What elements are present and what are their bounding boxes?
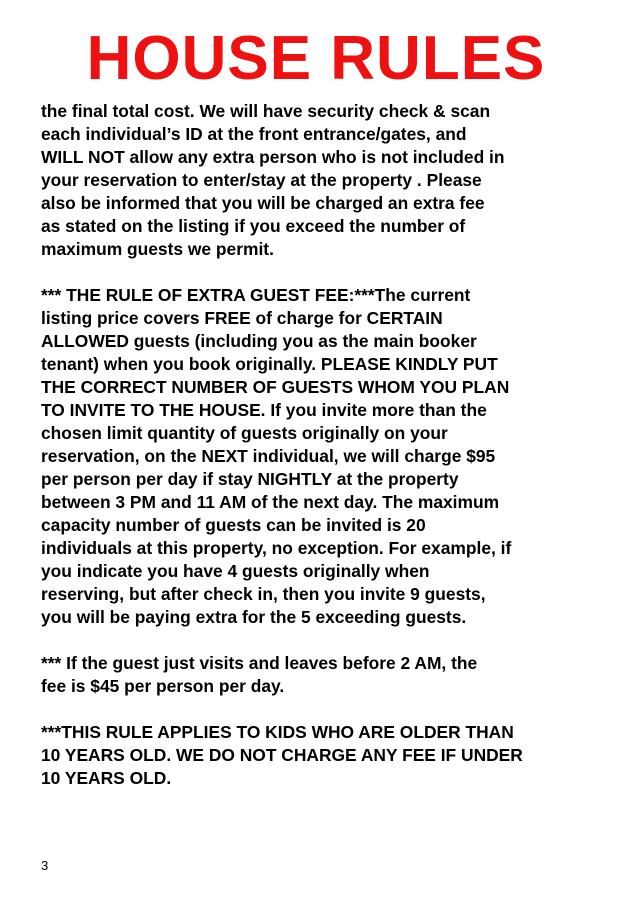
text-line: ***THIS RULE APPLIES TO KIDS WHO ARE OLDER THAN: [41, 722, 514, 742]
paragraph-guest-policy: [41, 100, 601, 261]
text-line: your reservation to enter/stay at the property . Please: [41, 170, 482, 190]
text-line: tenant) when you book originally. PLEASE KINDLY PUT: [41, 354, 498, 374]
text-line: 10 YEARS OLD.: [41, 768, 172, 788]
text-line: each individual’s ID at the front entrance/gates, and: [41, 124, 467, 144]
text-line: capacity number of guests can be invited is 20: [41, 515, 426, 535]
rules-body: [41, 100, 601, 813]
text-line: WILL NOT allow any extra person who is not included in: [41, 147, 505, 167]
text-line: fee is $45 per person per day.: [41, 676, 285, 696]
text-line: maximum guests we permit.: [41, 239, 274, 259]
page-number: 3: [41, 858, 49, 873]
text-line: THE CORRECT NUMBER OF GUESTS WHOM YOU PLAN: [41, 377, 510, 397]
text-line: per person per day if stay NIGHTLY at the property: [41, 469, 459, 489]
text-line: ALLOWED guests (including you as the main booker: [41, 331, 477, 351]
text-line: as stated on the listing if you exceed the number of: [41, 216, 466, 236]
text-line: *** THE RULE OF EXTRA GUEST FEE:***The current: [41, 285, 471, 305]
page-title: HOUSE RULES: [86, 24, 546, 93]
text-line: also be informed that you will be charged an extra fee: [41, 193, 485, 213]
text-line: you will be paying extra for the 5 exceeding guests.: [41, 607, 467, 627]
text-line: between 3 PM and 11 AM of the next day. The maximum: [41, 492, 500, 512]
text-line: *** If the guest just visits and leaves before 2 AM, the: [41, 653, 478, 673]
text-line: the final total cost. We will have security check & scan: [41, 101, 491, 121]
paragraph-kids-rule: [41, 721, 601, 790]
paragraph-extra-guest-fee: [41, 284, 601, 629]
text-line: listing price covers FREE of charge for CERTAIN: [41, 308, 443, 328]
text-line: reservation, on the NEXT individual, we will charge $95: [41, 446, 496, 466]
text-line: TO INVITE TO THE HOUSE. If you invite more than the: [41, 400, 487, 420]
text-line: individuals at this property, no exception. For example, if: [41, 538, 512, 558]
text-line: reserving, but after check in, then you invite 9 guests,: [41, 584, 486, 604]
text-line: you indicate you have 4 guests originally when: [41, 561, 430, 581]
paragraph-visitor-fee: [41, 652, 601, 698]
text-line: 10 YEARS OLD. WE DO NOT CHARGE ANY FEE IF UNDER: [41, 745, 523, 765]
text-line: chosen limit quantity of guests originally on your: [41, 423, 448, 443]
